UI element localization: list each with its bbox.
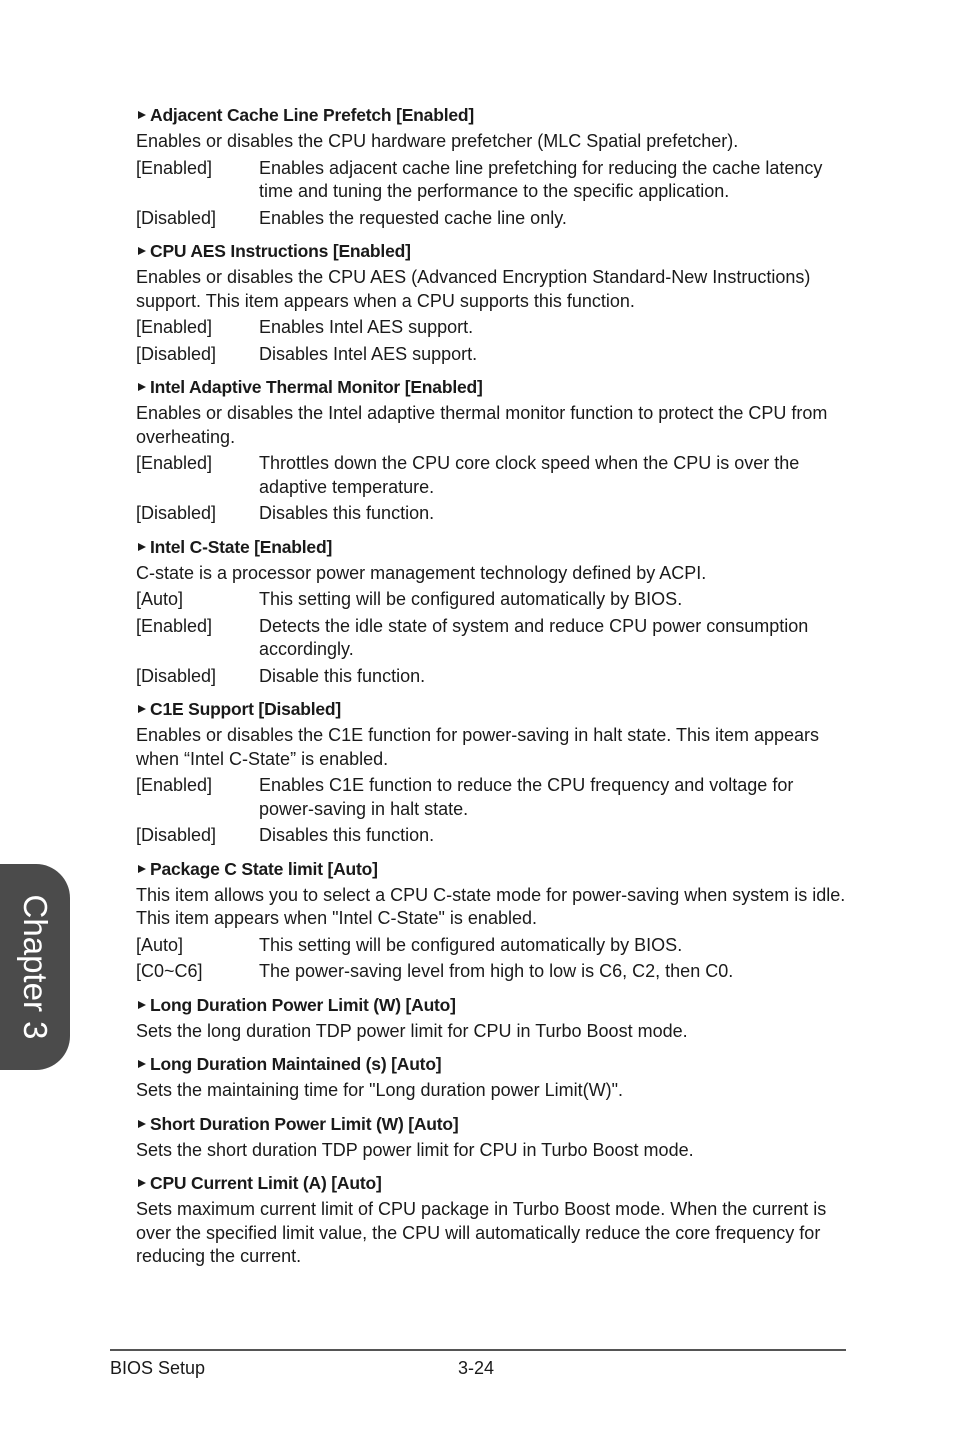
setting-description: Sets maximum current limit of CPU package in Turbo Boost mode. When the current is over the specified limit value, the CPU will automatically reduce the core frequency for reducing the current.: [136, 1199, 827, 1266]
triangle-bullet-icon: [138, 1120, 146, 1128]
option-key: [Disabled]: [136, 503, 217, 523]
option-key: [Enabled]: [136, 615, 213, 636]
setting-description: C-state is a processor power management technology defined by ACPI.: [136, 562, 707, 583]
setting-title: CPU AES Instructions [Enabled]: [150, 241, 411, 261]
setting-title: CPU Current Limit (A) [Auto]: [150, 1173, 382, 1193]
setting-title: Intel Adaptive Thermal Monitor [Enabled]: [150, 377, 483, 397]
option-text: Disables this function.: [259, 825, 435, 845]
option-text: Disables this function.: [259, 503, 435, 523]
option-key: [Auto]: [136, 589, 184, 609]
option-key: [Disabled]: [136, 665, 217, 686]
option-row: [136, 452, 848, 499]
setting-title: Intel C-State [Enabled]: [150, 536, 333, 557]
option-text: Enables the requested cache line only.: [259, 207, 567, 228]
option-key: [Disabled]: [136, 207, 217, 228]
setting-title: Long Duration Maintained (s) [Auto]: [150, 1054, 442, 1074]
footer-section-name: BIOS Setup: [110, 1358, 206, 1378]
document-body: [136, 103, 848, 1278]
option-key: [Auto]: [136, 934, 184, 955]
setting-description: This item allows you to select a CPU C-state mode for power-saving when system is idle. This item appears when "Intel C-State" is enabled.: [136, 884, 846, 928]
setting-description: Enables or disables the CPU hardware prefetcher (MLC Spatial prefetcher).: [136, 131, 739, 151]
option-text: This setting will be configured automatically by BIOS.: [259, 934, 683, 955]
option-text: Enables Intel AES support.: [259, 317, 474, 337]
option-row: [136, 774, 848, 821]
triangle-bullet-icon: [138, 383, 146, 391]
option-text: Disables Intel AES support.: [259, 343, 478, 364]
page-number: 3-24: [458, 1358, 495, 1378]
section-cpu-aes-instructions: [136, 239, 848, 366]
option-row: [136, 316, 848, 340]
option-row: [136, 824, 848, 848]
setting-title: Short Duration Power Limit (W) [Auto]: [150, 1113, 459, 1134]
option-key: [Disabled]: [136, 343, 217, 364]
option-key: [Enabled]: [136, 317, 213, 337]
footer-divider: [110, 1349, 846, 1351]
option-key: [Enabled]: [136, 453, 213, 473]
setting-description: Sets the maintaining time for "Long duration power Limit(W)".: [136, 1080, 623, 1100]
triangle-bullet-icon: [138, 865, 146, 873]
section-long-duration-maintained: [136, 1052, 848, 1103]
option-text: The power-saving level from high to low is C6, C2, then C0.: [259, 961, 734, 981]
option-key: [Enabled]: [136, 775, 213, 795]
option-row: [136, 343, 848, 367]
option-row: [136, 502, 848, 526]
section-intel-c-state: [136, 535, 848, 689]
option-key: [Enabled]: [136, 157, 213, 178]
option-row: [136, 665, 848, 689]
triangle-bullet-icon: [138, 247, 146, 255]
option-key: [Disabled]: [136, 825, 217, 845]
section-intel-adaptive-thermal-monitor: [136, 375, 848, 526]
chapter-tab: [0, 864, 70, 1070]
option-text: Throttles down the CPU core clock speed when the CPU is over the adaptive temperature.: [259, 453, 800, 497]
option-row: [136, 934, 848, 958]
triangle-bullet-icon: [138, 543, 146, 551]
triangle-bullet-icon: [138, 1001, 146, 1009]
option-key: [C0~C6]: [136, 961, 203, 981]
triangle-bullet-icon: [138, 705, 146, 713]
option-row: [136, 157, 848, 204]
setting-description: Sets the short duration TDP power limit for CPU in Turbo Boost mode.: [136, 1139, 694, 1160]
option-row: [136, 615, 848, 662]
setting-description: Enables or disables the Intel adaptive thermal monitor function to protect the CPU from overheating.: [136, 403, 828, 447]
option-row: [136, 588, 848, 612]
setting-title: Adjacent Cache Line Prefetch [Enabled]: [150, 105, 475, 125]
option-row: [136, 207, 848, 231]
triangle-bullet-icon: [138, 111, 146, 119]
section-adjacent-cache-line-prefetch: [136, 103, 848, 230]
chapter-label: Chapter 3: [17, 894, 54, 1040]
setting-title: Long Duration Power Limit (W) [Auto]: [150, 994, 456, 1015]
option-text: Enables adjacent cache line prefetching for reducing the cache latency time and tuning the performance to the specific application.: [259, 157, 823, 201]
option-text: Detects the idle state of system and reduce CPU power consumption accordingly.: [259, 615, 809, 659]
triangle-bullet-icon: [138, 1179, 146, 1187]
triangle-bullet-icon: [138, 1060, 146, 1068]
section-cpu-current-limit: [136, 1171, 848, 1269]
section-short-duration-power-limit: [136, 1112, 848, 1163]
setting-title: C1E Support [Disabled]: [150, 699, 342, 719]
setting-description: Enables or disables the C1E function for power-saving in halt state. This item appears when “Intel C-State” is enabled.: [136, 725, 820, 769]
section-package-c-state-limit: [136, 857, 848, 984]
option-text: Enables C1E function to reduce the CPU frequency and voltage for power-saving in halt state.: [259, 775, 794, 819]
option-text: This setting will be configured automatically by BIOS.: [259, 589, 683, 609]
option-row: [136, 960, 848, 984]
setting-title: Package C State limit [Auto]: [150, 858, 378, 879]
section-long-duration-power-limit: [136, 993, 848, 1044]
option-text: Disable this function.: [259, 665, 426, 686]
section-c1e-support: [136, 697, 848, 848]
setting-description: Sets the long duration TDP power limit for CPU in Turbo Boost mode.: [136, 1020, 688, 1041]
setting-description: Enables or disables the CPU AES (Advanced Encryption Standard-New Instructions) support. This item appears when a CPU supports this function.: [136, 267, 811, 311]
